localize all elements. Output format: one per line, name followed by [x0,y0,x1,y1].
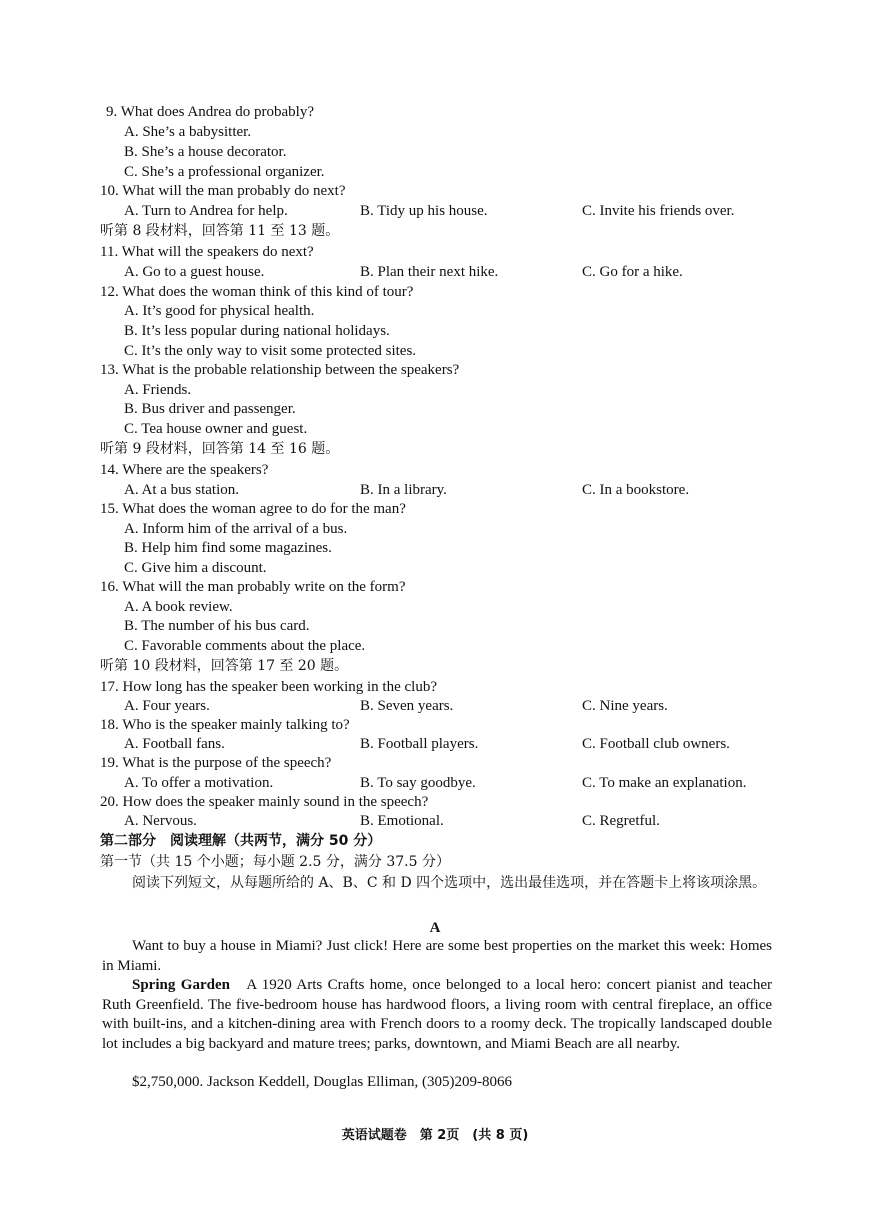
option-a: A. It’s good for physical health. [124,303,315,319]
option-c: C. Football club owners. [582,736,730,752]
option-a: A. To offer a motivation. [124,775,274,791]
option-b: B. Football players. [360,736,479,752]
question-stem: 19. What is the purpose of the speech? [100,755,332,771]
option-row [0,419,870,439]
option-c: C. Give him a discount. [124,560,267,576]
option-row [0,142,870,162]
option-row [0,341,870,361]
question-13 [0,360,870,380]
option-a: A. Four years. [124,698,210,714]
option-row [0,380,870,400]
question-9 [0,102,870,122]
option-b: B. In a library. [360,482,447,498]
option-row [0,519,870,539]
option-b: B. Tidy up his house. [360,203,488,219]
option-c: C. Nine years. [582,698,668,714]
listing-body: A 1920 Arts Crafts home, once belonged to a local hero: concert pianist and teacher Ruth Greenfield. The five-bedroom house has hardwood floors, a living room with central fireplace, an office with built-ins, and a kitchen-dining area with French doors to a roomy deck. The tropically landscaped double lot includes a big backyard and mature trees; parks, downtown, and Miami Beach are all nearby. [102,977,772,1053]
option-c: C. To make an explanation. [582,775,747,791]
option-row [0,301,870,321]
option-row [0,734,870,754]
passage-intro: Want to buy a house in Miami? Just click! Here are some best properties on the market this week: Homes in Miami. [102,938,772,974]
question-stem: 12. What does the woman think of this kind of tour? [100,284,414,300]
question-18 [0,715,870,735]
question-11 [0,242,870,262]
question-16 [0,577,870,597]
question-stem: 14. Where are the speakers? [100,462,269,478]
option-c: C. It’s the only way to visit some protected sites. [124,343,417,359]
question-15 [0,499,870,519]
option-c: C. Tea house owner and guest. [124,421,308,437]
direction-section-9: 听第 9 段材料，回答第 14 至 16 题。 [100,441,340,457]
option-b: B. Bus driver and passenger. [124,401,296,417]
option-c: C. In a bookstore. [582,482,690,498]
reading-instructions: 阅读下列短文，从每题所给的 A、B、C 和 D 四个选项中，选出最佳选项，并在答题卡上将该项涂黑。 [132,875,767,891]
option-b: B. Plan their next hike. [360,264,499,280]
option-a: A. A book review. [124,599,233,615]
option-row [0,616,870,636]
question-stem: 9. What does Andrea do probably? [106,104,315,120]
question-stem: 11. What will the speakers do next? [100,244,314,260]
question-stem: 17. How long has the speaker been working in the club? [100,679,437,695]
option-row [0,321,870,341]
option-a: A. Nervous. [124,813,197,829]
option-row [0,811,870,831]
option-b: B. Emotional. [360,813,444,829]
question-10 [0,181,870,201]
option-a: A. Football fans. [124,736,225,752]
option-b: B. Seven years. [360,698,454,714]
option-b: B. To say goodbye. [360,775,476,791]
part-2-heading: 第二部分 阅读理解（共两节，满分 50 分） [100,833,382,849]
option-row [0,399,870,419]
question-19 [0,753,870,773]
option-row [0,636,870,656]
option-a: A. Turn to Andrea for help. [124,203,288,219]
option-row [0,558,870,578]
question-17 [0,677,870,697]
question-stem: 18. Who is the speaker mainly talking to? [100,717,350,733]
option-c: C. She’s a professional organizer. [124,164,325,180]
question-12 [0,282,870,302]
option-a: A. Inform him of the arrival of a bus. [124,521,348,537]
page-footer: 英语试题卷 第 2页 (共 8 页) [341,1128,529,1143]
option-c: C. Favorable comments about the place. [124,638,366,654]
option-b: B. The number of his bus card. [124,618,310,634]
question-stem: 15. What does the woman agree to do for the man? [100,501,406,517]
option-c: C. Go for a hike. [582,264,683,280]
question-14 [0,460,870,480]
direction-section-8: 听第 8 段材料，回答第 11 至 13 题。 [100,223,340,239]
question-stem: 20. How does the speaker mainly sound in the speech? [100,794,429,810]
option-b: B. It’s less popular during national holidays. [124,323,390,339]
listing-spring-garden [102,976,772,1055]
option-b: B. Help him find some magazines. [124,540,332,556]
option-row [0,262,870,282]
option-a: A. At a bus station. [124,482,239,498]
option-c: C. Invite his friends over. [582,203,735,219]
option-row [0,480,870,500]
question-20 [0,792,870,812]
option-row [0,696,870,716]
section-1-heading: 第一节（共 15 个小题；每小题 2.5 分，满分 37.5 分） [100,854,450,870]
listing-price: $2,750,000. Jackson Keddell, Douglas Elliman, (305)209-8066 [132,1074,512,1090]
option-row [0,597,870,617]
option-row [0,201,870,221]
direction-section-10: 听第 10 段材料，回答第 17 至 20 题。 [100,658,349,674]
option-row [0,162,870,182]
option-row [0,773,870,793]
question-stem: 16. What will the man probably write on the form? [100,579,406,595]
option-a: A. Go to a guest house. [124,264,265,280]
option-row [0,538,870,558]
option-b: B. She’s a house decorator. [124,144,287,160]
option-c: C. Regretful. [582,813,660,829]
listing-title: Spring Garden [132,977,230,993]
option-a: A. Friends. [124,382,192,398]
question-stem: 10. What will the man probably do next? [100,183,346,199]
passage-label: A [429,920,441,936]
question-stem: 13. What is the probable relationship between the speakers? [100,362,460,378]
option-row [0,122,870,142]
option-a: A. She’s a babysitter. [124,124,252,140]
